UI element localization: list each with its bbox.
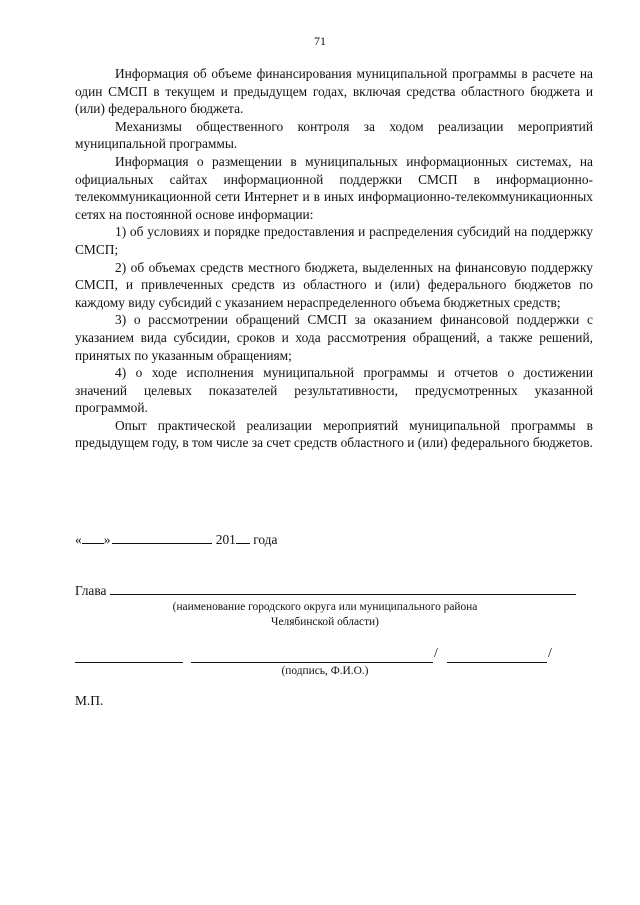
signature-blank-1 (75, 648, 183, 663)
month-blank (112, 531, 212, 544)
document-body (75, 65, 593, 452)
head-signature-line (75, 582, 593, 599)
paragraph-financing-info: Информация об объеме финансирования муниципальной программы в расчете на один СМСП в текущем и предыдущем годах, включая средства областного бюджета и (или) федерального бюджета. (75, 66, 593, 117)
list-item-budget-volumes: 2) об объемах средств местного бюджета, выделенных на финансовую поддержку СМСП, и привлеченных средств из областного и (или) федерального бюджетов по каждому виду субсидий с указанием нераспределенного объема бюджетных средств; (75, 259, 593, 310)
year-blank (236, 531, 250, 544)
list-item-appeals-review: 3) о рассмотрении обращений СМСП за оказанием финансовой поддержки с указанием вида субсидии, сроков и хода рассмотрения обращений, а также решений, принятых по указанным обращениям; (75, 312, 593, 363)
date-line (75, 531, 277, 548)
stamp-place: М.П. (75, 693, 104, 708)
signature-slash-1: / (434, 646, 438, 661)
region-caption-line-1: (наименование городского округа или муниципального района (172, 601, 478, 613)
signature-blank-2 (191, 648, 433, 663)
paragraph-practical-experience: Опыт практической реализации мероприятий муниципальной программы в предыдущем году, в том числе за счет средств областного и (или) федерального бюджетов. (75, 417, 593, 451)
signature-line (75, 648, 565, 664)
date-close-quote: » (103, 532, 111, 547)
paragraph-public-control: Механизмы общественного контроля за ходом реализации мероприятий муниципальной программы. (75, 118, 593, 152)
region-caption-line-2: Челябинской области) (271, 616, 379, 628)
head-name-blank (110, 582, 576, 595)
signature-caption: (подпись, Ф.И.О.) (281, 665, 369, 677)
head-label: Глава (75, 583, 107, 598)
date-open-quote: « (75, 532, 82, 547)
day-blank (82, 531, 104, 544)
year-prefix: 201 (215, 532, 236, 547)
page-number: 71 (314, 34, 326, 48)
list-item-program-progress: 4) о ходе исполнения муниципальной программы и отчетов о достижении значений целевых показателей результативности, предусмотренных указанной программой. (75, 365, 593, 416)
signature-blank-3 (447, 648, 547, 663)
paragraph-information-placement: Информация о размещении в муниципальных информационных системах, на официальных сайтах информационной поддержки СМСП в информационно-телекоммуникационной сети Интернет и в иных информационно-телекоммуникационных сетях на постоянной основе информации: (75, 153, 593, 222)
year-suffix: года (253, 532, 278, 547)
signature-slash-2: / (548, 646, 552, 661)
region-caption (150, 600, 500, 630)
list-item-subsidy-conditions: 1) об условиях и порядке предоставления и распределения субсидий на поддержку СМСП; (75, 224, 593, 257)
